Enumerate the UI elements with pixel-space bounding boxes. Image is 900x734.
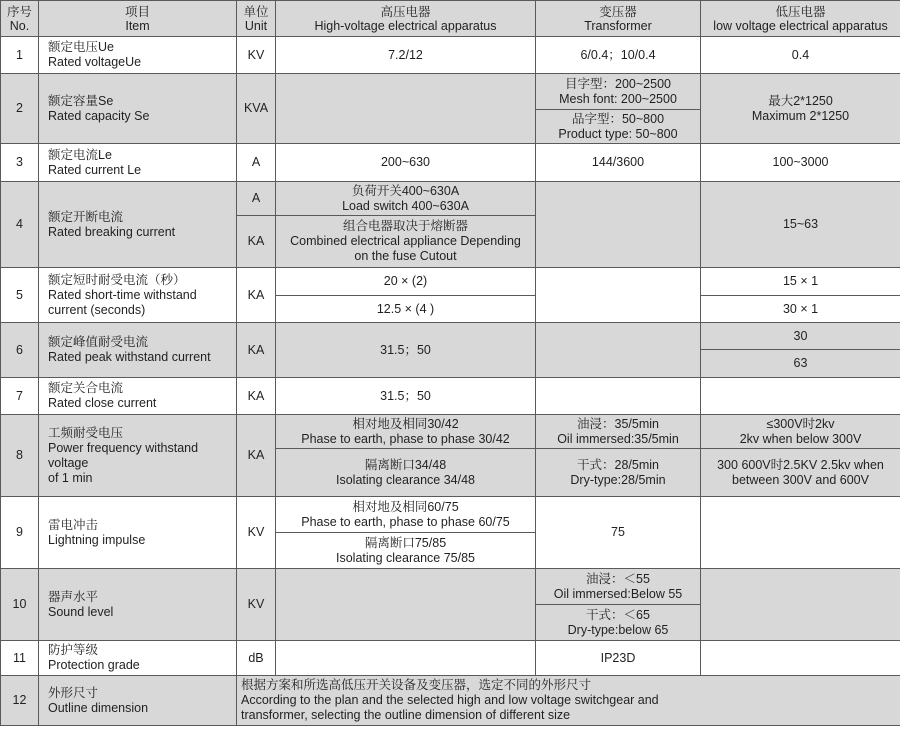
row-no: 12 <box>1 676 39 726</box>
hv-value <box>276 569 536 641</box>
hv-value <box>276 74 536 144</box>
header-no: 序号 No. <box>1 1 39 37</box>
hv-value <box>276 641 536 676</box>
row-unit: KV <box>237 37 276 74</box>
table-row <box>1 74 900 110</box>
row-unit: KA <box>237 323 276 378</box>
lv-value: ≤300V时2kv 2kv when below 300V <box>701 415 900 449</box>
row-unit: A <box>237 182 276 216</box>
transformer-value <box>536 323 701 378</box>
row-no: 8 <box>1 415 39 497</box>
lv-value: 100~3000 <box>701 144 900 182</box>
row-item: 额定电流Le Rated current Le <box>39 144 237 182</box>
transformer-value: 目字型：200~2500 Mesh font: 200~2500 <box>536 74 701 110</box>
table-row <box>1 144 900 182</box>
hv-value: 20 × (2) <box>276 268 536 296</box>
transformer-value: 144/3600 <box>536 144 701 182</box>
row-item: 额定电压Ue Rated voltageUe <box>39 37 237 74</box>
hv-value: 7.2/12 <box>276 37 536 74</box>
lv-value: 0.4 <box>701 37 900 74</box>
row-unit: KA <box>237 415 276 497</box>
row-no: 5 <box>1 268 39 323</box>
lv-value: 最大2*1250 Maximum 2*1250 <box>701 74 900 144</box>
header-hv: 高压电器 High-voltage electrical apparatus <box>276 1 536 37</box>
header-transformer: 变压器 Transformer <box>536 1 701 37</box>
row-item: 额定容量Se Rated capacity Se <box>39 74 237 144</box>
table-row <box>1 676 900 726</box>
table-row <box>1 323 900 350</box>
transformer-value: 干式：28/5min Dry-type:28/5min <box>536 449 701 497</box>
lv-value: 300 600V时2.5KV 2.5kv when between 300V and 600V <box>701 449 900 497</box>
hv-value: 隔离断口34/48 Isolating clearance 34/48 <box>276 449 536 497</box>
transformer-value: 品字型：50~800 Product type: 50~800 <box>536 110 701 144</box>
transformer-value <box>536 378 701 415</box>
row-item: 额定短时耐受电流（秒） Rated short-time withstand current (seconds) <box>39 268 237 323</box>
hv-value: 隔离断口75/85 Isolating clearance 75/85 <box>276 533 536 569</box>
lv-value <box>701 641 900 676</box>
row-no: 2 <box>1 74 39 144</box>
row-no: 10 <box>1 569 39 641</box>
transformer-value <box>536 182 701 268</box>
row-unit: KV <box>237 497 276 569</box>
table-row <box>1 378 900 415</box>
table-row <box>1 569 900 605</box>
transformer-value: 油浸：＜55 Oil immersed:Below 55 <box>536 569 701 605</box>
transformer-value: 75 <box>536 497 701 569</box>
row-item: 外形尺寸 Outline dimension <box>39 676 237 726</box>
row-no: 7 <box>1 378 39 415</box>
row-item: 额定开断电流 Rated breaking current <box>39 182 237 268</box>
row-item: 雷电冲击 Lightning impulse <box>39 497 237 569</box>
row-no: 1 <box>1 37 39 74</box>
lv-value: 15~63 <box>701 182 900 268</box>
lv-value: 15 × 1 <box>701 268 900 296</box>
table-row <box>1 497 900 533</box>
hv-value: 组合电器取决于熔断器 Combined electrical appliance Depending on the fuse Cutout <box>276 216 536 268</box>
hv-value: 相对地及相同30/42 Phase to earth, phase to phase 30/42 <box>276 415 536 449</box>
lv-value: 30 × 1 <box>701 296 900 323</box>
lv-value: 30 <box>701 323 900 350</box>
row-item: 防护等级 Protection grade <box>39 641 237 676</box>
table-row <box>1 37 900 74</box>
hv-value: 200~630 <box>276 144 536 182</box>
table-row <box>1 415 900 449</box>
transformer-value: 6/0.4；10/0.4 <box>536 37 701 74</box>
table-row <box>1 641 900 676</box>
row-no: 9 <box>1 497 39 569</box>
row-item: 器声水平 Sound level <box>39 569 237 641</box>
row-item: 额定关合电流 Rated close current <box>39 378 237 415</box>
hv-value: 31.5；50 <box>276 323 536 378</box>
lv-value <box>701 569 900 641</box>
transformer-value: 油浸：35/5min Oil immersed:35/5min <box>536 415 701 449</box>
row-no: 6 <box>1 323 39 378</box>
lv-value <box>701 497 900 569</box>
lv-value: 63 <box>701 350 900 378</box>
header-row <box>1 1 900 37</box>
lv-value <box>701 378 900 415</box>
hv-value: 12.5 × (4 ) <box>276 296 536 323</box>
hv-value: 负荷开关400~630A Load switch 400~630A <box>276 182 536 216</box>
hv-value: 31.5；50 <box>276 378 536 415</box>
row-unit: KA <box>237 378 276 415</box>
row-unit: A <box>237 144 276 182</box>
header-item: 项目 Item <box>39 1 237 37</box>
transformer-value: IP23D <box>536 641 701 676</box>
header-lv: 低压电器 low voltage electrical apparatus <box>701 1 900 37</box>
row-unit: dB <box>237 641 276 676</box>
row-item: 额定峰值耐受电流 Rated peak withstand current <box>39 323 237 378</box>
outline-dimension-note: 根据方案和所选高低压开关设备及变压器，选定不同的外形尺寸 According to the plan and the selected high and low voltage switchgear and transformer, selecting the outline dimension of different size <box>237 676 900 726</box>
row-no: 4 <box>1 182 39 268</box>
row-item: 工频耐受电压 Power frequency withstand voltage of 1 min <box>39 415 237 497</box>
header-unit: 单位 Unit <box>237 1 276 37</box>
hv-value: 相对地及相同60/75 Phase to earth, phase to phase 60/75 <box>276 497 536 533</box>
table-row <box>1 182 900 216</box>
row-unit: KVA <box>237 74 276 144</box>
transformer-value: 干式：＜65 Dry-type:below 65 <box>536 605 701 641</box>
row-unit: KV <box>237 569 276 641</box>
row-no: 11 <box>1 641 39 676</box>
row-no: 3 <box>1 144 39 182</box>
transformer-value <box>536 268 701 323</box>
table-row <box>1 268 900 296</box>
row-unit: KA <box>237 268 276 323</box>
row-unit: KA <box>237 216 276 268</box>
